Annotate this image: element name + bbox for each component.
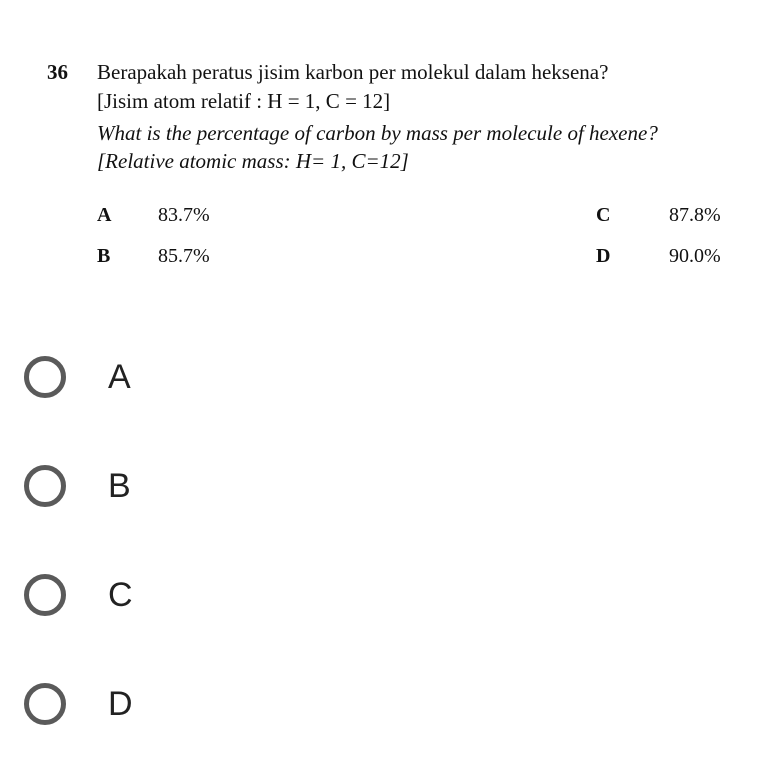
choice-a-letter: A [97, 204, 112, 226]
choice-d-value: 90.0% [669, 245, 721, 267]
radio-button-d[interactable] [24, 683, 66, 725]
answer-option-a-label: A [108, 357, 131, 396]
answer-option-a[interactable] [24, 345, 324, 409]
question-number: 36 [47, 60, 68, 84]
choice-b-value: 85.7% [158, 245, 210, 267]
choice-b-letter: B [97, 245, 111, 267]
question-data-english: [Relative atomic mass: H= 1, C=12] [97, 149, 409, 173]
answer-option-b-label: B [108, 466, 131, 505]
answer-option-b[interactable] [24, 454, 324, 518]
question-text-malay: Berapakah peratus jisim karbon per molekul dalam heksena? [97, 60, 609, 84]
choice-c-letter: C [596, 204, 611, 226]
answer-option-c[interactable] [24, 563, 324, 627]
answer-option-c-label: C [108, 575, 133, 614]
answer-option-d[interactable] [24, 672, 324, 736]
radio-button-a[interactable] [24, 356, 66, 398]
choice-d-letter: D [596, 245, 611, 267]
choice-c-value: 87.8% [669, 204, 721, 226]
question-text-english: What is the percentage of carbon by mass per molecule of hexene? [97, 121, 658, 145]
choice-a-value: 83.7% [158, 204, 210, 226]
answer-option-d-label: D [108, 684, 133, 723]
radio-button-c[interactable] [24, 574, 66, 616]
radio-button-b[interactable] [24, 465, 66, 507]
question-data-malay: [Jisim atom relatif : H = 1, C = 12] [97, 89, 391, 113]
question-block [0, 0, 764, 300]
